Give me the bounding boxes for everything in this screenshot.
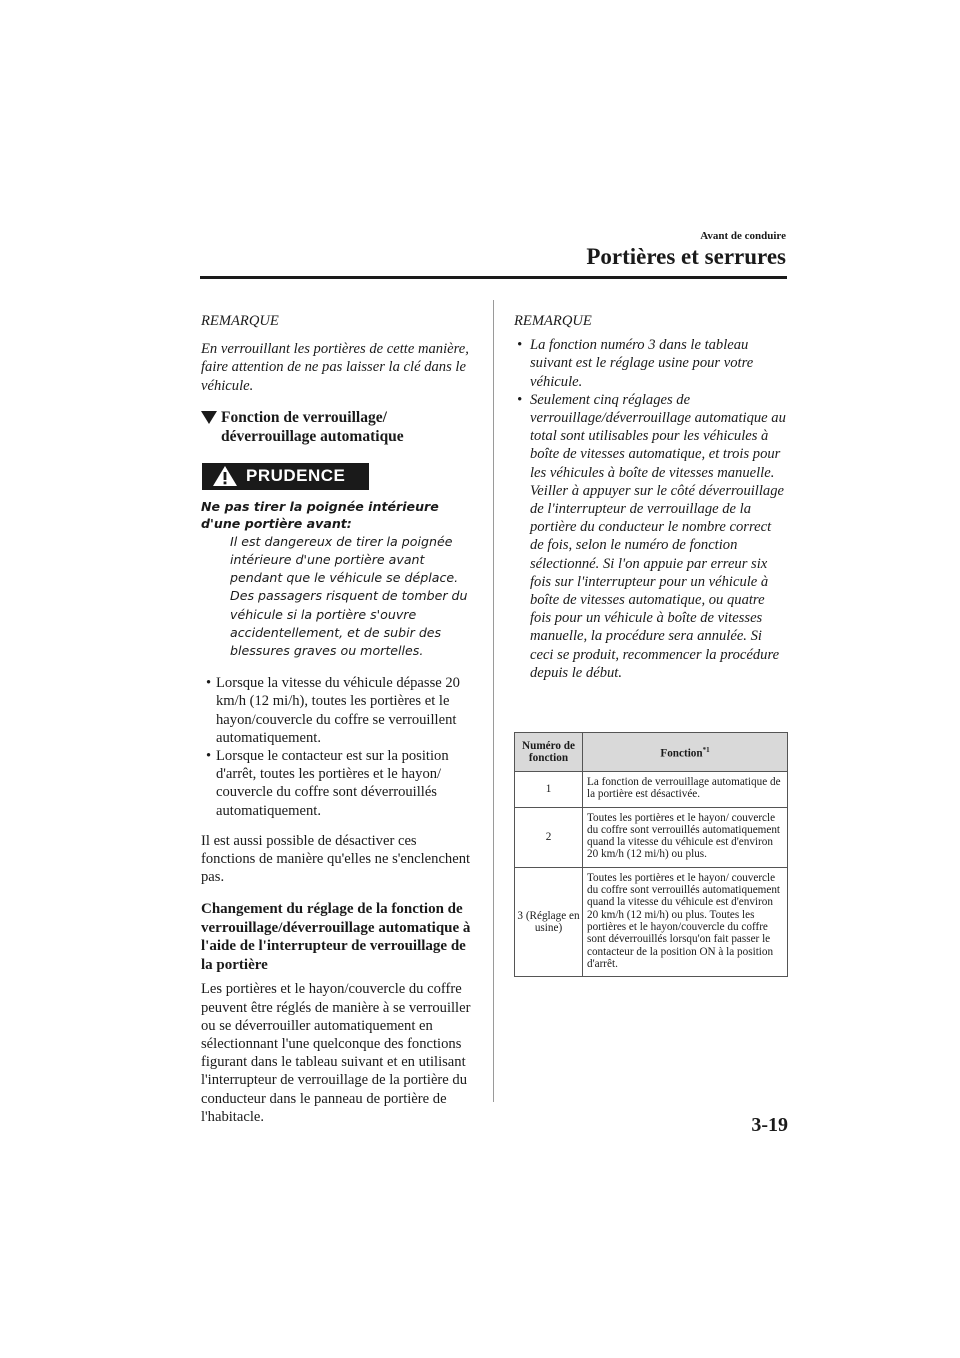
paragraph: Il est aussi possible de désactiver ces fonctions de manière qu'elles ne s'enclenchent pas.: [201, 832, 471, 886]
table-row: [515, 772, 788, 808]
list-item: [514, 336, 788, 391]
function-number: 3 (Réglage en usine): [515, 867, 583, 976]
note-text: En verrouillant les portières de cette manière, faire attention de ne pas laisser la clé dans le véhicule.: [201, 341, 469, 394]
table-header-row: [515, 733, 788, 772]
section-heading: [201, 408, 473, 446]
caution-lead: Ne pas tirer la poignée intérieure d'une portière avant:: [201, 498, 439, 532]
bullet-icon: •: [517, 391, 523, 408]
function-description: La fonction de verrouillage automatique de la portière est désactivée.: [583, 772, 788, 808]
note-bullet-list: [514, 336, 788, 682]
table-row: [515, 867, 788, 976]
list-item: [201, 747, 473, 820]
page-number: 3-19: [751, 1114, 788, 1136]
footnote-marker: *1: [702, 745, 710, 754]
section-label: Avant de conduire: [700, 230, 786, 242]
function-table: [514, 732, 788, 977]
function-description: Toutes les portières et le hayon/ couvercle du coffre sont verrouillés automatiquement quand la vitesse du véhicule est d'environ 20 km/h (12 mi/h) ou plus. Toutes les portières et le hayon/couvercle du coffre sont déverrouillés lorsqu'on fait passer le contacteur de la position ON à la position d'arrêt.: [583, 867, 788, 976]
subheading: Changement du réglage de la fonction de verrouillage/déverrouillage automatique à l'aide de l'interrupteur de verrouillage de la portière: [201, 901, 471, 973]
prudence-banner: [202, 463, 369, 490]
bullet-icon: •: [206, 675, 212, 692]
table-row: [515, 807, 788, 867]
function-number: 1: [515, 772, 583, 808]
bullet-text: La fonction numéro 3 dans le tableau suivant est le réglage usine pour votre véhicule.: [530, 337, 754, 390]
list-item: [514, 391, 788, 682]
function-number: 2: [515, 807, 583, 867]
column-header-number: Numéro de fonction: [515, 733, 583, 772]
bullet-list: [201, 674, 473, 820]
section-heading-text: Fonction de verrouillage/ déverrouillage automatique: [221, 408, 404, 445]
prudence-label: PRUDENCE: [246, 466, 346, 486]
bullet-icon: •: [517, 337, 523, 354]
bullet-text: Lorsque la vitesse du véhicule dépasse 20 km/h (12 mi/h), toutes les portières et le hayon/couvercle du coffre se verrouillent automatiquement.: [216, 675, 460, 746]
column-header-function-label: Fonction: [660, 747, 703, 760]
column-header-function: [583, 733, 788, 772]
header-divider: [200, 276, 787, 279]
left-column: [201, 312, 473, 1126]
caution-body: Il est dangereux de tirer la poignée intérieure d'une portière avant pendant que le véhicule se déplace. Des passagers risquent de tomber du véhicule si la portière s'ouvre accidentellement, et de subir des blessures graves ou mortelles.: [230, 533, 468, 659]
bullet-icon: •: [206, 748, 212, 765]
triangle-marker-icon: [201, 411, 217, 424]
bullet-text: Lorsque le contacteur est sur la position d'arrêt, toutes les portières et le hayon/ couvercle du coffre sont déverrouillés automatiquement.: [216, 748, 449, 819]
bullet-text: Seulement cinq réglages de verrouillage/déverrouillage automatique au total sont utilisables pour les véhicules à boîte de vitesses automatique, et trois pour les véhicules à boîte de vitesses manuelle. Veiller à appuyer sur le côté déverrouillage de l'interrupteur de verrouillage de la portière du conducteur le nombre correct de fois, selon le numéro de fonction sélectionné. Si l'on appuie par erreur six fois sur l'interrupteur pour un véhicule à boîte de vitesses automatique, ou quatre fois pour un véhicule à boîte de vitesses manuelle, la procédure sera annulée. Si ceci se produit, recommencer la procédure depuis le début.: [530, 391, 786, 681]
note-label: REMARQUE: [201, 313, 279, 329]
warning-icon: [212, 465, 238, 487]
page-title: Portières et serrures: [586, 244, 786, 269]
note-label: REMARQUE: [514, 313, 592, 329]
column-divider: [493, 300, 494, 1102]
right-column: [514, 312, 788, 682]
function-description: Toutes les portières et le hayon/ couvercle du coffre sont verrouillés automatiquement quand la vitesse du véhicule est d'environ 20 km/h (12 mi/h) ou plus.: [583, 807, 788, 867]
list-item: [201, 674, 473, 747]
paragraph: Les portières et le hayon/couvercle du coffre peuvent être réglés de manière à se verrouiller ou se déverrouiller automatiquement en sélectionnant l'une quelconque des fonctions figurant dans le tableau suivant et en utilisant l'interrupteur de verrouillage de la portière du conducteur dans le panneau de portière de l'habitacle.: [201, 981, 471, 1125]
